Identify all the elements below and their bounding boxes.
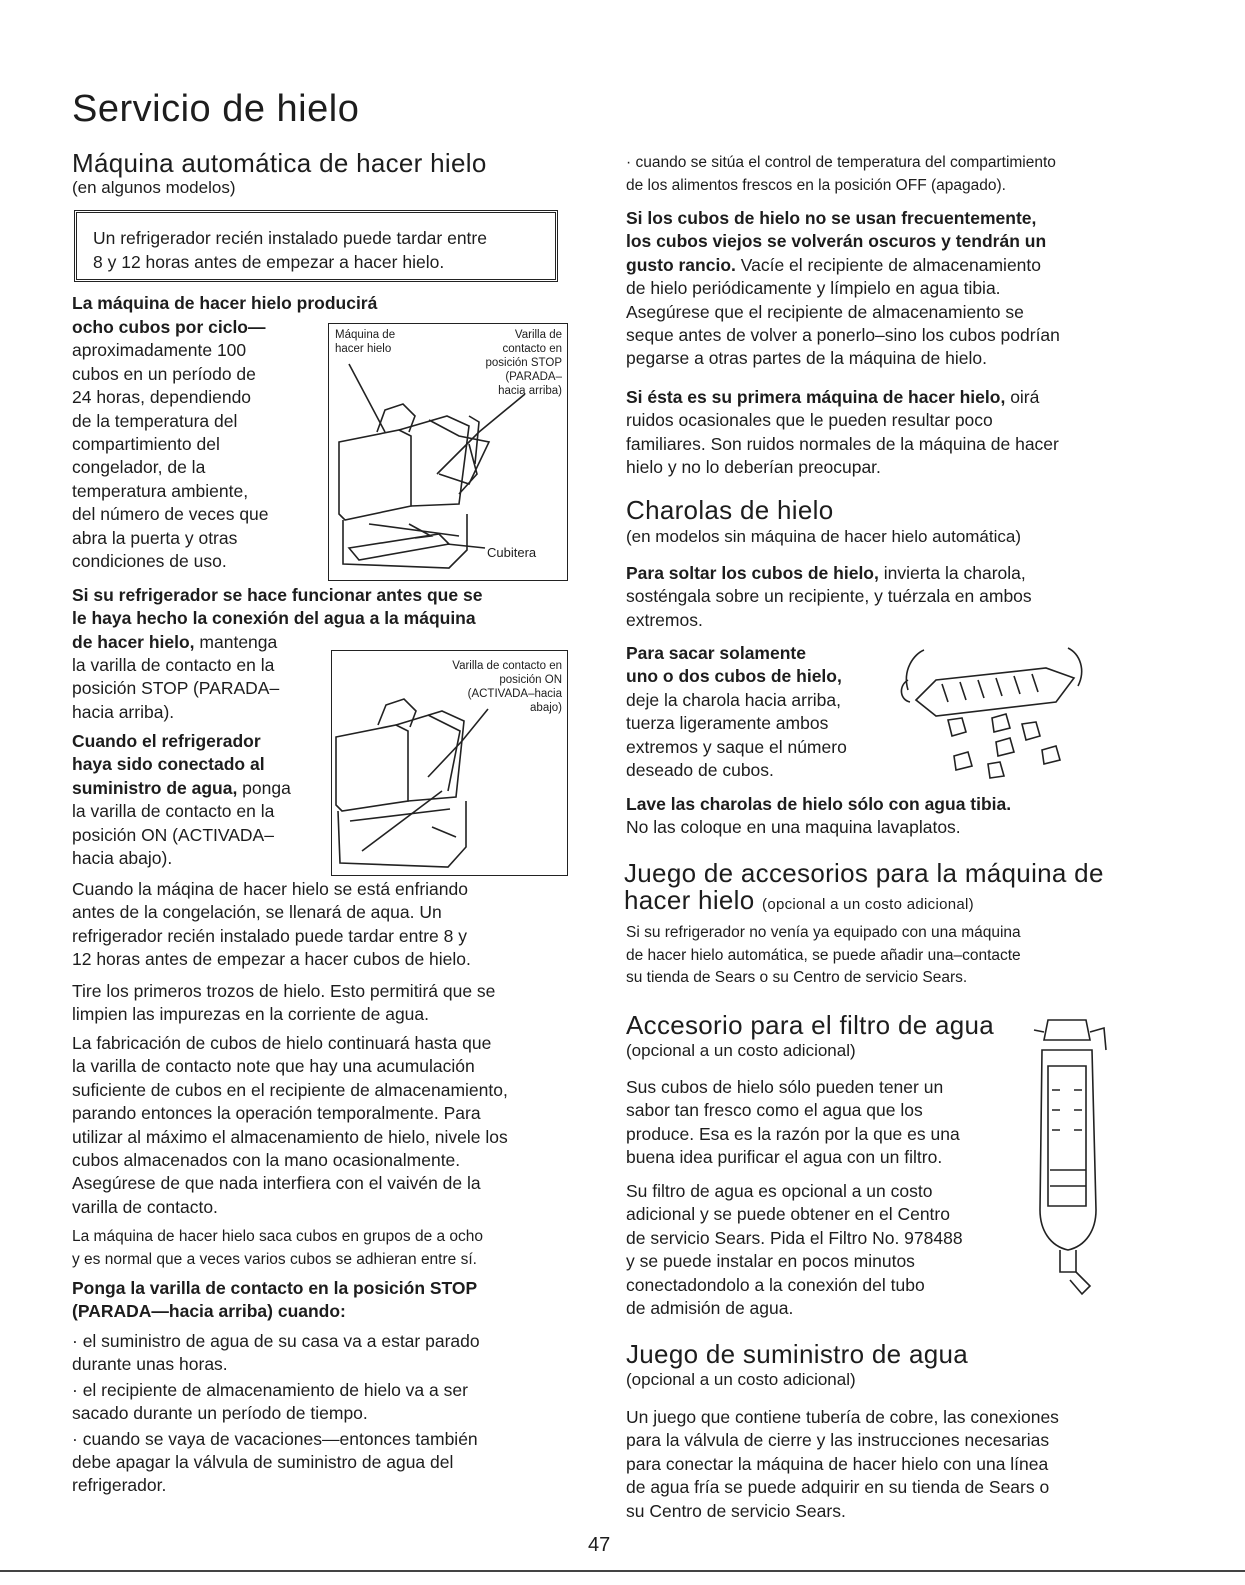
production-line: de la temperatura del [72, 410, 238, 431]
production-para-line: la varilla de contacto note que hay una acumulación [72, 1056, 475, 1077]
stop-item-line: durante unas horas. [72, 1354, 228, 1375]
supply-line: para la válvula de cierre y las instrucciones necesarias [626, 1430, 1050, 1451]
production-para-line: Asegúrese de que nada interfiera con el vaivén de la [72, 1173, 481, 1194]
production-para-line: utilizar al máximo el almacenamiento de hielo, nivele los [72, 1126, 508, 1147]
stop-item-line: debe apagar la válvula de suministro de agua del [72, 1452, 454, 1473]
production-line: ocho cubos por ciclo— [72, 317, 266, 337]
production-para-line: parando entonces la operación temporalmente. Para [72, 1103, 481, 1124]
discard-line: Tire los primeros trozos de hielo. Esto permitirá que se [72, 981, 496, 1001]
production-line: temperatura ambiente, [72, 480, 249, 501]
supply-line: Un juego que contiene tubería de cobre, las conexiones [626, 1407, 1059, 1427]
filter-paragraph-1 [626, 1076, 1026, 1170]
on-rod-label-line: (ACTIVADA–hacia [467, 688, 562, 700]
stop-item-line: · el suministro de agua de su casa va a estar parado [72, 1331, 480, 1351]
wash-bold: Lave las charolas de hielo sólo con agua tibia. [626, 794, 1012, 814]
supply-line: de agua fría se puede adquirir en su tienda de Sears o [626, 1477, 1050, 1498]
one-two-line: deseado de cubos. [626, 760, 774, 781]
production-text [72, 316, 322, 573]
groups-line: La máquina de hacer hielo saca cubos en grupos de a ocho [72, 1228, 484, 1245]
stop-heading [72, 1277, 582, 1324]
on-rod-label-line: Varilla de contacto en [452, 660, 562, 672]
supply-line: su Centro de servicio Sears. [626, 1500, 846, 1521]
supply-subheading: (opcional a un costo adicional) [626, 1370, 856, 1389]
stop-item [72, 1330, 582, 1377]
icemaker-on-figure [331, 650, 568, 876]
first-icemaker-line: hielo y no lo deberían preocupar. [626, 457, 881, 478]
trays-heading: Charolas de hielo [626, 495, 834, 525]
off-item-line: · cuando se sitúa el control de temperatura del compartimiento [626, 154, 1056, 171]
supply-paragraph [626, 1406, 1206, 1523]
one-two-bold-line: uno o dos cubos de hielo, [626, 666, 842, 687]
release-paragraph [626, 562, 1186, 632]
cooling-paragraph [72, 878, 572, 972]
stale-text: Vacíe el recipiente de almacenamiento [735, 254, 1042, 275]
connected-text-line: hacia abajo). [72, 848, 173, 869]
stale-bold-line: Si los cubos de hielo no se usan frecuentemente, [626, 208, 1037, 228]
groups-line: y es normal que a veces varios cubos se adhieran entre sí. [72, 1250, 477, 1268]
connected-bold-line: Cuando el refrigerador [72, 731, 261, 751]
production-para-line: La fabricación de cubos de hielo continuará hasta que [72, 1033, 492, 1053]
cooling-line: antes de la congelación, se llenará de aqua. Un [72, 902, 442, 923]
stop-heading-line: (PARADA—hacia arriba) cuando: [72, 1301, 346, 1322]
release-line: extremos. [626, 609, 703, 630]
not-connected-body-line: la varilla de contacto en la [72, 655, 275, 675]
first-icemaker-text: oirá [1005, 387, 1040, 407]
not-connected-heading [72, 584, 572, 654]
filter-line: de admisión de agua. [626, 1298, 794, 1319]
production-para-line: suficiente de cubos en el recipiente de almacenamiento, [72, 1079, 508, 1100]
connected-bold-line: suministro de agua, [72, 777, 238, 798]
production-line: del número de veces que [72, 504, 269, 525]
bottom-divider [0, 1570, 1245, 1572]
icemaker-heading: Máquina automática de hacer hielo [72, 148, 487, 178]
kit-paragraph [626, 922, 1206, 990]
icemaker-subheading: (en algunos modelos) [72, 178, 236, 197]
one-two-bold-line: Para sacar solamente [626, 643, 806, 663]
production-para-line: cubos almacenados con la mano ocasionalmente. [72, 1150, 461, 1171]
kit-line: Si su refrigerador no venía ya equipado con una máquina [626, 924, 1021, 941]
off-item-line: de los alimentos frescos en la posición OFF (apagado). [626, 176, 1006, 194]
icemaker-stop-figure [328, 323, 568, 581]
stop-item [72, 1428, 582, 1498]
kit-line: de hacer hielo automática, se puede añadir una–contacte [626, 946, 1021, 964]
connected-paragraph [72, 730, 334, 870]
wash-text: No las coloque en una maquina lavaplatos. [626, 817, 961, 838]
kit-heading-line: hacer hielo [624, 885, 755, 916]
not-connected-body [72, 654, 322, 724]
discard-paragraph [72, 980, 572, 1027]
stale-bold-line: gusto rancio. [626, 254, 736, 275]
release-line: sosténgala sobre un recipiente, y tuérzala en ambos [626, 586, 1032, 607]
wash-paragraph [626, 793, 1186, 840]
kit-line: su tienda de Sears o su Centro de servicio Sears. [626, 969, 968, 987]
production-line: aproximadamente 100 [72, 340, 247, 361]
stop-item-line: refrigerador. [72, 1475, 167, 1496]
kit-heading [624, 860, 1204, 915]
supply-line: para conectar la máquina de hacer hielo con una línea [626, 1453, 1049, 1474]
page-number: 47 [588, 1534, 611, 1556]
one-two-line: tuerza ligeramente ambos [626, 713, 829, 734]
filter-line: conectadondolo a la conexión del tubo [626, 1274, 925, 1295]
filter-line: adicional y se puede obtener en el Centro [626, 1204, 950, 1225]
connected-text-line: posición ON (ACTIVADA– [72, 824, 274, 845]
stop-heading-line: Ponga la varilla de contacto en la posición STOP [72, 1278, 478, 1298]
icemaker-on-drawing-icon [332, 651, 566, 874]
stop-rod-label-line: (PARADA– [505, 371, 562, 383]
icemaker-label: Máquina de hacer hielo [335, 329, 396, 355]
stop-item-line: · el recipiente de almacenamiento de hielo va a ser [72, 1379, 468, 1400]
first-icemaker-bold: Si ésta es su primera máquina de hacer hielo, [626, 387, 1006, 407]
stale-text-line: Asegúrese que el recipiente de almacenamiento se [626, 301, 1024, 322]
production-line: condiciones de uso. [72, 551, 227, 572]
not-connected-line: Si su refrigerador se hace funcionar antes que se [72, 585, 483, 605]
connected-text-line: la varilla de contacto en la [72, 801, 275, 822]
filter-paragraph-2 [626, 1180, 1026, 1320]
stop-item-line: sacado durante un período de tiempo. [72, 1403, 368, 1424]
stop-list [72, 1330, 582, 1498]
first-icemaker-line: ruidos ocasionales que le pueden resultar poco [626, 410, 993, 431]
off-item [626, 152, 1186, 197]
discard-line: limpien las impurezas en la corriente de agua. [72, 1004, 429, 1025]
cooling-line: Cuando la máqina de hacer hielo se está enfriando [72, 879, 468, 899]
page-title: Servicio de hielo [72, 88, 360, 130]
stale-text-line: de hielo periódicamente y límpielo en agua tibia. [626, 278, 1001, 299]
production-line: abra la puerta y otras [72, 527, 238, 548]
filter-line: produce. Esa es la razón por la que es una [626, 1123, 960, 1144]
bin-label: Cubitera [487, 545, 537, 560]
stale-text-line: seque antes de volver a ponerlo–sino los cubos podrían [626, 325, 1060, 346]
one-two-line: deje la charola hacia arriba, [626, 689, 841, 710]
production-line: compartimiento del [72, 434, 220, 455]
production-line: congelador, de la [72, 457, 206, 478]
cooling-line: 12 horas antes de empezar a hacer cubos de hielo. [72, 949, 471, 970]
filter-line: de servicio Sears. Pida el Filtro No. 978488 [626, 1227, 963, 1248]
production-bold: La máquina de hacer hielo producirá [72, 293, 378, 313]
filter-line: Sus cubos de hielo sólo pueden tener un [626, 1077, 944, 1097]
not-connected-line: de hacer hielo, [72, 631, 195, 652]
ice-tray-twist-icon [896, 640, 1096, 780]
connected-text: ponga [237, 777, 291, 798]
stop-item-line: · cuando se vaya de vacaciones—entonces también [72, 1428, 478, 1449]
production-line: cubos en un período de [72, 363, 256, 384]
stop-item [72, 1379, 582, 1426]
groups-paragraph [72, 1226, 582, 1271]
icemaker-drawing-icon [329, 324, 566, 579]
stop-rod-label-line: posición STOP [485, 357, 562, 369]
not-connected-body-line: hacia arriba). [72, 701, 175, 722]
stale-text-line: pegarse a otras partes de la máquina de hielo. [626, 348, 987, 369]
filter-line: buena idea purificar el agua con un filtro. [626, 1147, 943, 1168]
release-text: invierta la charola, [878, 563, 1026, 583]
install-note-line: 8 y 12 horas antes de empezar a hacer hielo. [93, 252, 445, 272]
trays-subheading: (en modelos sin máquina de hacer hielo automática) [626, 527, 1022, 546]
stale-paragraph [626, 207, 1186, 371]
not-connected-body-line: posición STOP (PARADA– [72, 678, 280, 699]
kit-heading-line: Juego de accesorios para la máquina de [624, 858, 1104, 888]
production-line: 24 horas, dependiendo [72, 387, 252, 408]
install-note-box [74, 210, 558, 282]
not-connected-text: mantenga [194, 631, 278, 652]
not-connected-line: le haya hecho la conexión del agua a la máquina [72, 608, 476, 629]
kit-heading-small: (opcional a un costo adicional) [762, 896, 974, 914]
one-two-paragraph [626, 642, 896, 782]
stop-rod-label-line: Varilla de [514, 329, 562, 341]
on-rod-label-line: abajo) [530, 702, 562, 714]
water-filter-icon [1030, 1010, 1110, 1300]
stop-rod-label-line: contacto en [502, 343, 562, 355]
connected-bold-line: haya sido conectado al [72, 754, 265, 775]
cooling-line: refrigerador recién instalado puede tardar entre 8 y [72, 925, 467, 946]
one-two-line: extremos y saque el número [626, 736, 847, 757]
release-bold: Para soltar los cubos de hielo, [626, 563, 879, 583]
stale-bold-line: los cubos viejos se volverán oscuros y tendrán un [626, 231, 1047, 252]
on-rod-label-line: posición ON [499, 674, 562, 686]
filter-subheading: (opcional a un costo adicional) [626, 1041, 856, 1060]
filter-line: y se puede instalar en pocos minutos [626, 1251, 915, 1272]
filter-line: sabor tan fresco como el agua que los [626, 1100, 923, 1121]
install-note-line: Un refrigerador recién instalado puede tardar entre [93, 228, 487, 248]
filter-line: Su filtro de agua es opcional a un costo [626, 1181, 933, 1201]
production-paragraph [72, 1032, 572, 1219]
supply-heading: Juego de suministro de agua [626, 1339, 968, 1369]
filter-heading: Accesorio para el filtro de agua [626, 1010, 995, 1040]
production-para-line: varilla de contacto. [72, 1196, 218, 1217]
first-icemaker-paragraph [626, 386, 1186, 480]
stop-rod-label-line: hacia arriba) [498, 385, 562, 397]
first-icemaker-line: familiares. Son ruidos normales de la máquina de hacer [626, 433, 1059, 454]
